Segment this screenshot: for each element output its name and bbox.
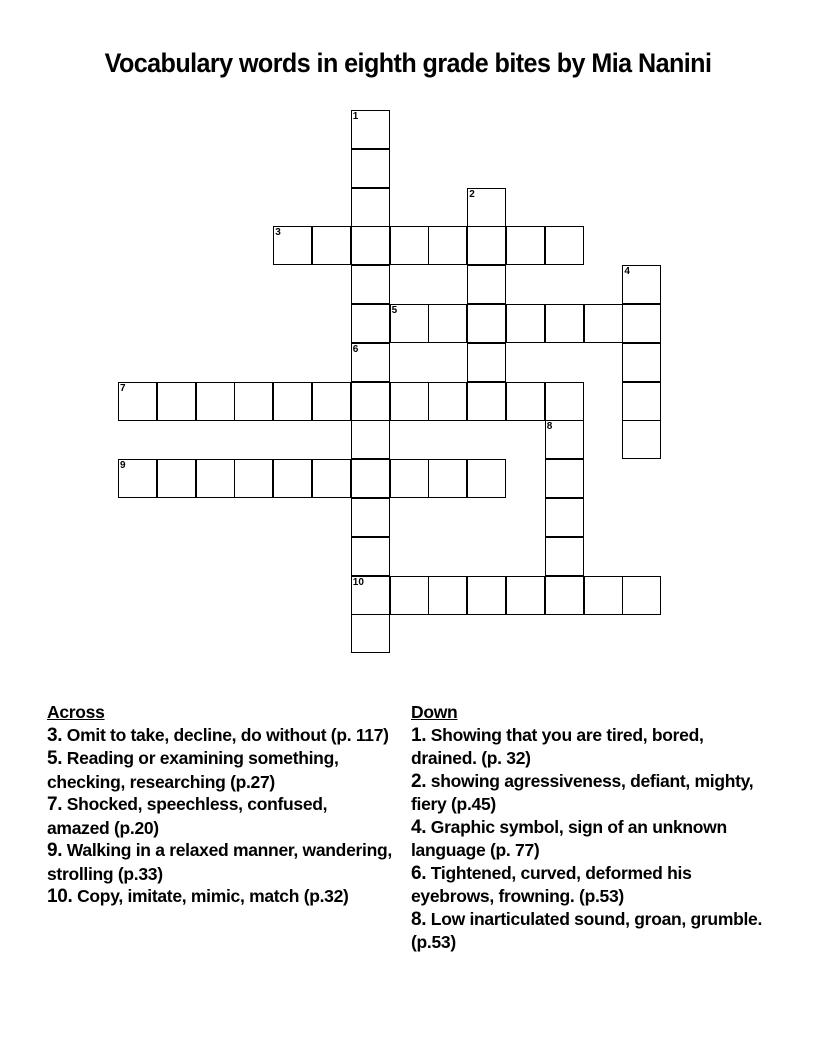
across-clue-list <box>47 724 393 909</box>
grid-cell[interactable] <box>390 304 429 343</box>
grid-cell[interactable] <box>545 382 584 421</box>
grid-cell[interactable] <box>273 226 312 265</box>
grid-cell[interactable] <box>390 226 429 265</box>
grid-cell[interactable] <box>467 576 506 615</box>
grid-cell[interactable] <box>467 304 506 343</box>
grid-cell[interactable] <box>234 459 273 498</box>
clue-number: 1 <box>352 111 359 122</box>
clue-item <box>411 770 766 816</box>
grid-cell[interactable] <box>196 382 235 421</box>
page-title: Vocabulary words in eighth grade bites by Mia Nanini <box>104 48 712 78</box>
grid-cell[interactable] <box>467 265 506 304</box>
clue-item-number: 9. <box>47 840 63 861</box>
grid-cell[interactable] <box>545 498 584 537</box>
grid-cell[interactable] <box>312 226 351 265</box>
clue-item-text: Reading or examining something, checking, researching (p.27) <box>47 748 339 792</box>
grid-cell[interactable] <box>351 110 390 149</box>
clue-item <box>411 862 766 908</box>
grid-cell[interactable] <box>351 149 390 188</box>
clue-item-text: Shocked, speechless, confused, amazed (p.20) <box>47 794 328 838</box>
grid-cell[interactable] <box>428 459 467 498</box>
grid-cell[interactable] <box>351 188 390 227</box>
grid-cell[interactable] <box>506 382 545 421</box>
clue-item-number: 5. <box>47 748 63 769</box>
clue-number: 9 <box>120 460 126 472</box>
clue-number: 10 <box>352 576 364 588</box>
grid-cell[interactable] <box>234 382 273 421</box>
clue-item <box>411 724 766 770</box>
clue-item-text: Walking in a relaxed manner, wandering, strolling (p.33) <box>47 840 392 884</box>
clue-item-text: Copy, imitate, mimic, match (p.32) <box>72 886 349 906</box>
grid-cell[interactable] <box>390 382 429 421</box>
down-heading: Down <box>411 702 458 722</box>
clue-item-text: showing agressiveness, defiant, mighty, fiery (p.45) <box>411 770 754 814</box>
grid-cell[interactable] <box>467 459 506 498</box>
grid-cell[interactable] <box>428 226 467 265</box>
clue-number: 5 <box>391 305 398 316</box>
clue-item-number: 3. <box>47 724 63 746</box>
grid-cell[interactable] <box>351 420 390 459</box>
grid-cell[interactable] <box>467 382 506 421</box>
clue-item-text: Omit to take, decline, do without (p. 117) <box>62 724 389 745</box>
clue-item-text: Low inarticulated sound, groan, grumble. (p.53) <box>411 908 763 952</box>
across-heading: Across <box>47 702 105 722</box>
grid-cell[interactable] <box>545 226 584 265</box>
clue-item <box>47 724 393 748</box>
grid-cell[interactable] <box>351 576 390 615</box>
grid-cell[interactable] <box>118 459 157 498</box>
clue-number: 6 <box>352 343 359 355</box>
grid-cell[interactable] <box>351 265 390 304</box>
grid-cell[interactable] <box>622 420 661 459</box>
clue-item-number: 8. <box>411 908 427 930</box>
grid-cell[interactable] <box>351 614 390 653</box>
grid-cell[interactable] <box>390 459 429 498</box>
grid-cell[interactable] <box>273 459 312 498</box>
clue-item-number: 6. <box>411 862 427 884</box>
grid-cell[interactable] <box>118 382 157 421</box>
grid-cell[interactable] <box>506 576 545 615</box>
grid-cell[interactable] <box>622 382 661 421</box>
clue-item <box>411 908 766 954</box>
grid-cell[interactable] <box>506 226 545 265</box>
grid-cell[interactable] <box>196 459 235 498</box>
grid-cell[interactable] <box>506 304 545 343</box>
grid-cell[interactable] <box>545 459 584 498</box>
clue-item <box>47 839 393 885</box>
clue-item <box>47 793 393 839</box>
grid-cell[interactable] <box>351 343 390 382</box>
grid-cell[interactable] <box>622 304 661 343</box>
grid-cell[interactable] <box>622 265 661 304</box>
grid-cell[interactable] <box>545 576 584 615</box>
grid-cell[interactable] <box>428 304 467 343</box>
grid-cell[interactable] <box>428 576 467 615</box>
grid-cell[interactable] <box>312 382 351 421</box>
clue-item-text: Graphic symbol, sign of an unknown language (p. 77) <box>411 816 727 860</box>
clue-item-text: Tightened, curved, deformed his eyebrows, frowning. (p.53) <box>411 862 692 906</box>
grid-cell[interactable] <box>622 343 661 382</box>
clue-item <box>411 816 766 862</box>
grid-cell[interactable] <box>467 226 506 265</box>
grid-cell[interactable] <box>351 498 390 537</box>
down-clue-list <box>411 724 766 954</box>
grid-cell[interactable] <box>157 382 196 421</box>
grid-cell[interactable] <box>273 382 312 421</box>
grid-cell[interactable] <box>428 382 467 421</box>
clue-item <box>47 885 393 909</box>
clue-number: 7 <box>120 382 126 394</box>
grid-cell[interactable] <box>467 188 506 227</box>
grid-cell[interactable] <box>390 576 429 615</box>
clue-item-text: Showing that you are tired, bored, drained. (p. 32) <box>411 724 704 768</box>
grid-cell[interactable] <box>351 459 390 498</box>
grid-cell[interactable] <box>622 576 661 615</box>
grid-cell[interactable] <box>351 304 390 343</box>
grid-cell[interactable] <box>351 537 390 576</box>
grid-cell[interactable] <box>351 382 390 421</box>
grid-cell[interactable] <box>545 420 584 459</box>
clue-item-number: 2. <box>411 770 427 792</box>
clue-item-number: 1. <box>411 724 427 746</box>
grid-cell[interactable] <box>545 537 584 576</box>
clue-number: 4 <box>624 266 630 278</box>
clue-item-number: 10. <box>47 886 73 907</box>
grid-cell[interactable] <box>312 459 351 498</box>
grid-cell[interactable] <box>157 459 196 498</box>
down-clues <box>411 701 766 954</box>
grid-cell[interactable] <box>584 304 623 343</box>
clue-item-number: 7. <box>47 794 63 815</box>
grid-cell[interactable] <box>545 304 584 343</box>
across-clues <box>47 701 393 909</box>
clue-number: 2 <box>469 188 475 200</box>
clue-item-number: 4. <box>411 816 427 838</box>
clue-number: 3 <box>275 227 281 239</box>
grid-cell[interactable] <box>467 343 506 382</box>
clue-item <box>47 747 393 793</box>
clue-number: 8 <box>546 421 553 433</box>
grid-cell[interactable] <box>584 576 623 615</box>
grid-cell[interactable] <box>351 226 390 265</box>
